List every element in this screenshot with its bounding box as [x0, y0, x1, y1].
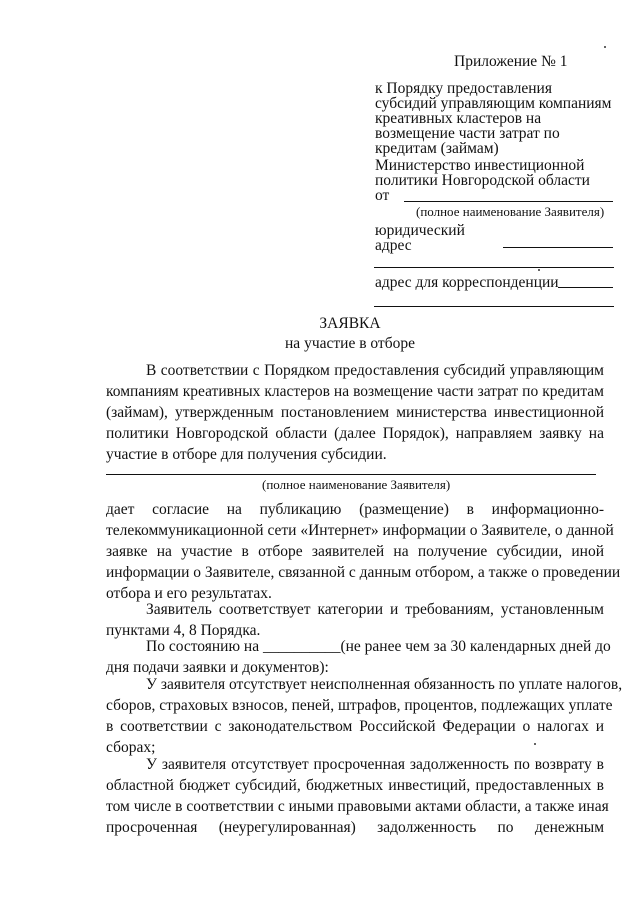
compliance-line: пунктами 4, 8 Порядка.	[106, 622, 261, 639]
correspondence-line-2	[374, 306, 614, 307]
as-of-line: дня подачи заявки и документов):	[106, 659, 329, 676]
debt-line: У заявителя отсутствует просроченная задолженность по возврату в	[146, 756, 604, 773]
consent-line: телекоммуникационной сети «Интернет» информации о Заявителе, о данной	[106, 522, 614, 539]
legal-address-line-2	[374, 267, 614, 268]
intro-line: В соответствии с Порядком предоставления субсидий управляющим	[146, 362, 604, 379]
appendix-title: Приложение № 1	[454, 53, 568, 70]
applicant-caption: (полное наименование Заявителя)	[416, 204, 605, 219]
taxes-line: У заявителя отсутствует неисполненная обязанность по уплате налогов,	[146, 676, 623, 693]
taxes-line: сборов, страховых взносов, пеней, штрафов, процентов, подлежащих уплате	[106, 697, 613, 714]
ministry-line: политики Новгородской области	[375, 172, 590, 189]
intro-last-line: участие в отборе для получения субсидии.	[106, 446, 387, 463]
as-of-line: По состоянию на __________(не ранее чем за 30 календарных дней до	[146, 638, 611, 655]
appendix-ref-line: кредитам (займам)	[375, 140, 499, 157]
applicant-caption: (полное наименование Заявителя)	[262, 477, 451, 492]
from-label: от	[375, 187, 390, 204]
consent-line: заявке на участие в отборе заявителей на получение субсидии, иной	[106, 543, 604, 560]
legal-address-label: юридический	[375, 222, 465, 239]
consent-line: дает согласие на публикацию (размещение) в информационно-	[106, 501, 604, 518]
correspondence-label: адрес для корреспонденции	[375, 274, 559, 291]
appendix-ref-line: к Порядку предоставления	[375, 80, 552, 97]
scan-speck	[604, 46, 606, 48]
applicant-name-line	[404, 201, 613, 202]
intro-line: компаниям креативных кластеров на возмещение части затрат по кредитам	[106, 383, 604, 400]
applicant-name-line	[106, 474, 596, 475]
taxes-last-line: сборах;	[106, 739, 156, 756]
appendix-ref-line: субсидий управляющим компаниям	[375, 95, 612, 112]
scan-speck	[538, 269, 540, 271]
consent-line: информации о Заявителе, связанной с данным отбором, а также о проведении	[106, 564, 621, 581]
taxes-line: в соответствии с законодательством Российской Федерации о налогах и	[106, 718, 604, 735]
appendix-ref-line: возмещение части затрат по	[375, 125, 560, 142]
consent-last-line: отбора и его результатах.	[106, 585, 272, 602]
document-title: ЗАЯВКА	[319, 315, 381, 332]
legal-address-label: адрес	[375, 237, 412, 254]
appendix-ref-line: креативных кластеров на	[375, 110, 542, 127]
compliance-line: Заявитель соответствует категории и требованиям, установленным	[146, 601, 604, 618]
debt-line: просроченная (неурегулированная) задолженность по денежным	[106, 819, 604, 836]
scan-speck	[534, 743, 536, 745]
legal-address-line	[503, 247, 613, 248]
intro-line: политики Новгородской области (далее Порядок), направляем заявку на	[106, 425, 604, 442]
correspondence-line	[558, 287, 613, 288]
debt-line: областной бюджет субсидий, бюджетных инвестиций, предоставленных в	[106, 777, 604, 794]
ministry-line: Министерство инвестиционной	[375, 157, 585, 174]
document-subtitle: на участие в отборе	[285, 335, 415, 352]
intro-line: (займам), утвержденным постановлением министерства инвестиционной	[106, 404, 604, 421]
debt-line: том числе в соответствии с иными правовыми актами области, а также иная	[106, 798, 609, 815]
